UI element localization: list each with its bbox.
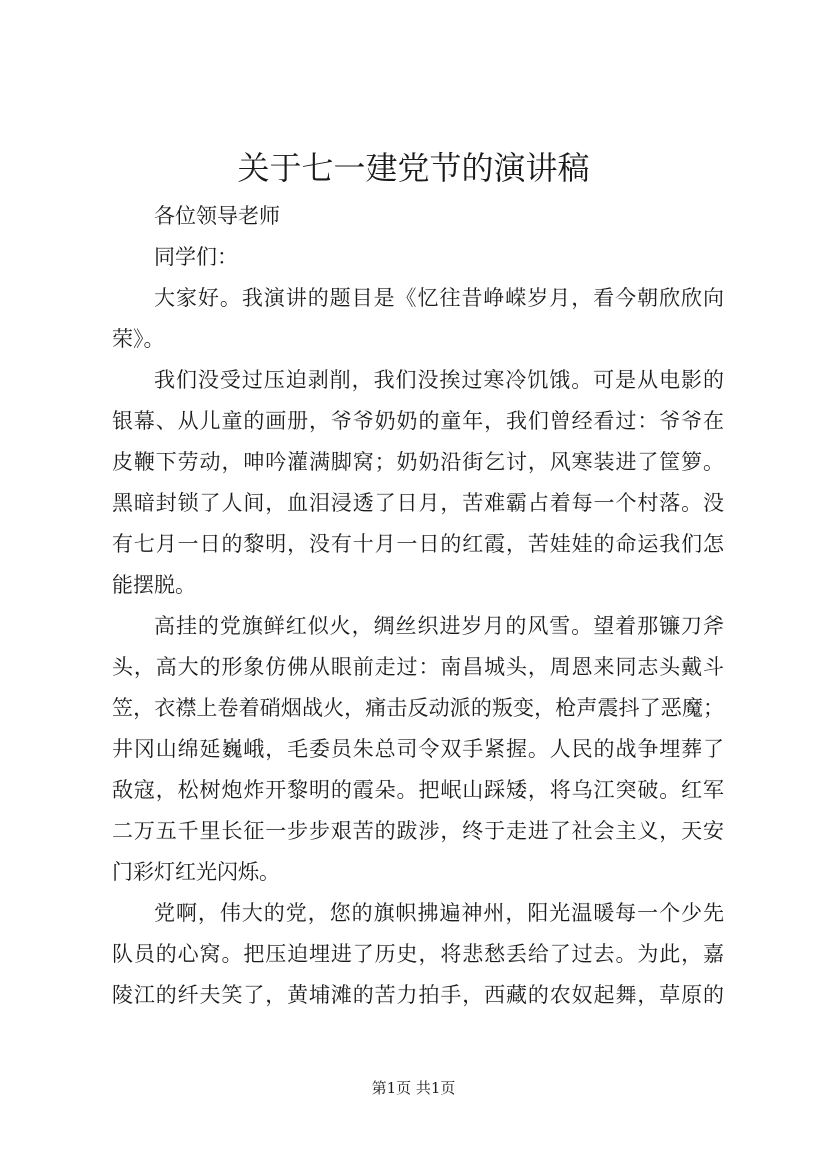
paragraph-line: 皮鞭下劳动，呻吟灌满脚窝；奶奶沿街乞讨，风寒装进了筐箩。 (112, 450, 724, 474)
salutation-line: 各位领导老师 (154, 204, 280, 228)
salutation-line: 同学们： (154, 245, 238, 269)
document-title: 关于七一建党节的演讲稿 (237, 149, 590, 187)
paragraph-line: 头，高大的形象仿佛从眼前走过：南昌城头，周恩来同志头戴斗 (112, 655, 724, 679)
paragraph-line: 队员的心窝。把压迫埋进了历史，将悲愁丢给了过去。为此，嘉 (112, 942, 724, 966)
paragraph-line: 黑暗封锁了人间，血泪浸透了日月，苦难霸占着每一个村落。没 (112, 491, 724, 515)
document-body (112, 196, 724, 1016)
paragraph-line: 二万五千里长征一步步艰苦的跋涉，终于走进了社会主义，天安 (112, 819, 724, 843)
paragraph-line: 银幕、从儿童的画册，爷爷奶奶的童年，我们曾经看过：爷爷在 (112, 409, 724, 433)
paragraph-line: 有七月一日的黎明，没有十月一日的红霞，苦娃娃的命运我们怎 (112, 532, 724, 556)
paragraph-line: 敌寇，松树炮炸开黎明的霞朵。把岷山踩矮，将乌江突破。红军 (112, 778, 724, 802)
paragraph-line: 笠，衣襟上卷着硝烟战火，痛击反动派的叛变，枪声震抖了恶魔； (112, 696, 724, 720)
paragraph-line: 井冈山绵延巍峨，毛委员朱总司令双手紧握。人民的战争埋葬了 (112, 737, 724, 761)
paragraph-line: 门彩灯红光闪烁。 (112, 860, 280, 884)
paragraph-line: 党啊，伟大的党，您的旗帜拂遍神州，阳光温暖每一个少先 (154, 901, 724, 925)
paragraph-line: 高挂的党旗鲜红似火，绸丝织进岁月的风雪。望着那镰刀斧 (154, 614, 724, 638)
page-number-footer: 第1页 共1页 (371, 1079, 456, 1097)
paragraph-line: 能摆脱。 (112, 573, 196, 597)
paragraph-line: 我们没受过压迫剥削，我们没挨过寒冷饥饿。可是从电影的 (154, 368, 724, 392)
paragraph-line: 大家好。我演讲的题目是《忆往昔峥嵘岁月，看今朝欣欣向 (154, 286, 724, 310)
paragraph-line: 陵江的纤夫笑了，黄埔滩的苦力拍手，西藏的农奴起舞，草原的 (112, 983, 724, 1007)
paragraph-line: 荣》。 (112, 327, 165, 351)
